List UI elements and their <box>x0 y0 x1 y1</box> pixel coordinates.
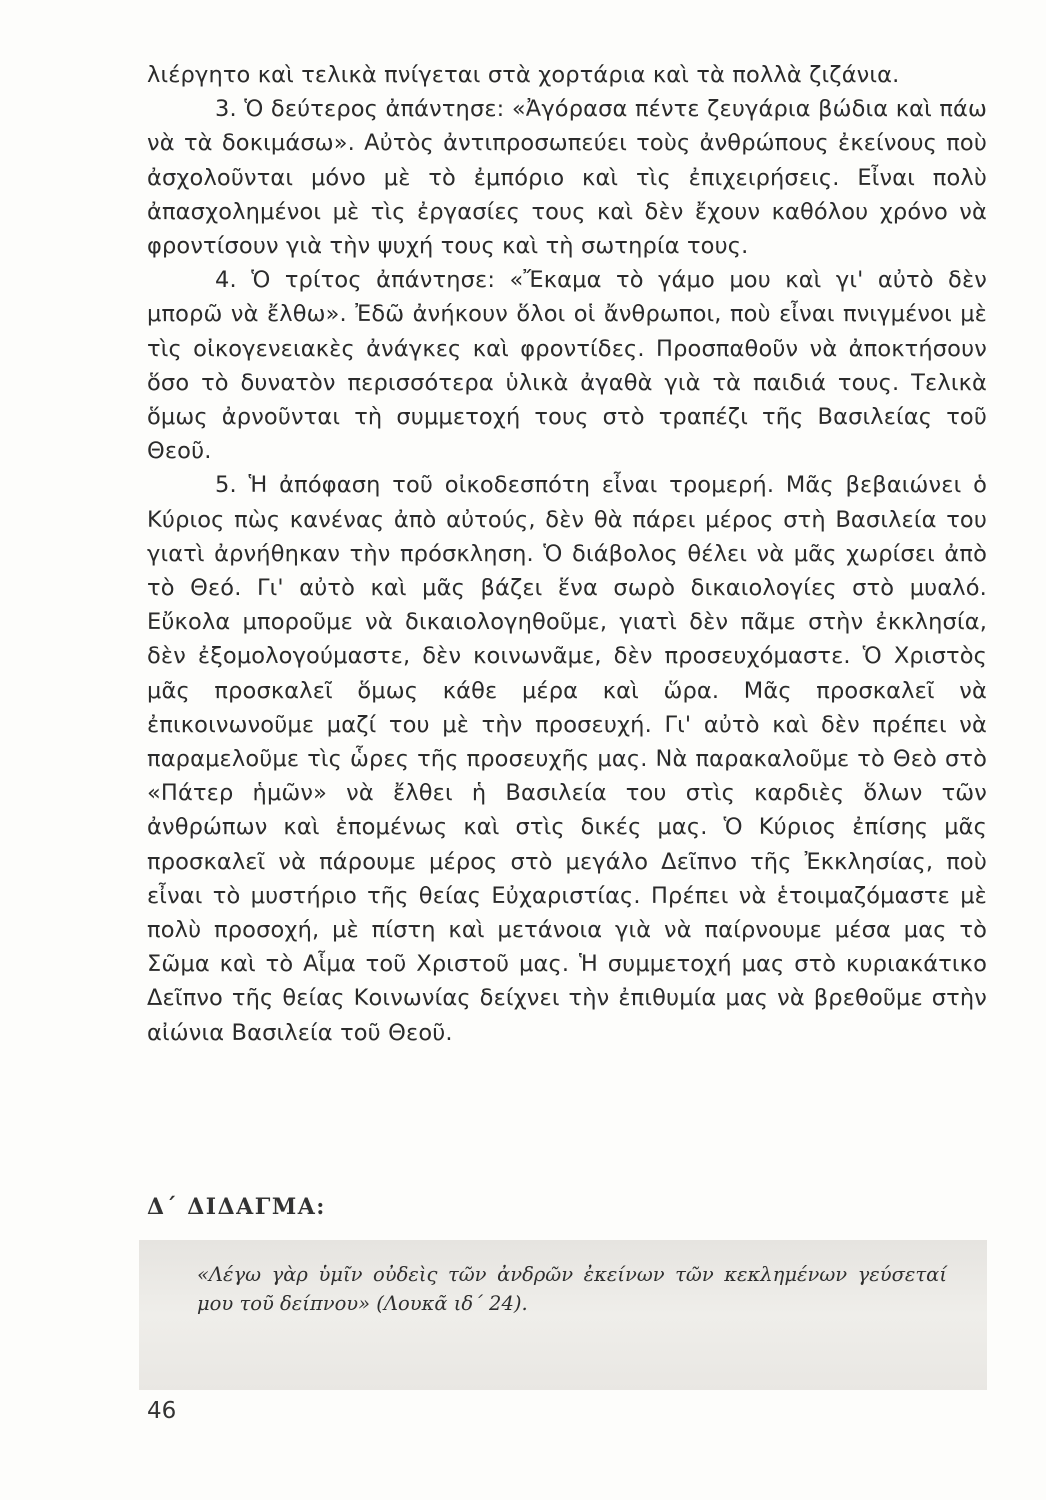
scripture-quote: «Λέγω γὰρ ὑμῖν οὐδεὶς τῶν ἀνδρῶν ἐκείνων τῶν κεκλημένων γεύσεταί μου τοῦ δείπνου» (Λουκᾶ ιδ΄ 24). <box>197 1263 947 1315</box>
book-page <box>147 58 987 1488</box>
section-heading: Δ΄ ΔΙΔΑΓΜΑ: <box>147 1194 326 1220</box>
paragraph-point-3: 3. Ὁ δεύτερος ἀπάντησε: «Ἀγόρασα πέντε ζευγάρια βώδια καὶ πάω νὰ τὰ δοκιμάσω». Αὐτὸς ἀντιπροσωπεύει τοὺς ἀνθρώπους ἐκείνους ποὺ ἀσχολοῦνται μόνο μὲ τὸ ἐμπόριο καὶ τὶς ἐπιχειρήσεις. Εἶναι πολὺ ἀπασχολημένοι μὲ τὶς ἐργασίες τους καὶ δὲν ἔχουν καθόλου χρόνο νὰ φροντίσουν γιὰ τὴν ψυχή τους καὶ τὴ σωτηρία τους. <box>147 96 987 260</box>
paragraph-point-4: 4. Ὁ τρίτος ἀπάντησε: «Ἔκαμα τὸ γάμο μου καὶ γι' αὐτὸ δὲν μπορῶ νὰ ἔλθω». Ἐδῶ ἀνήκουν ὅλοι οἱ ἄνθρωποι, ποὺ εἶναι πνιγμένοι μὲ τὶς οἰκογενειακὲς ἀνάγκες καὶ φροντίδες. Προσπαθοῦν νὰ ἀποκτήσουν ὅσο τὸ δυνατὸν περισσότερα ὑλικὰ ἀγαθὰ γιὰ τὰ παιδιά τους. Τελικὰ ὅμως ἀρνοῦνται τὴ συμμετοχή τους στὸ τραπέζι τῆς Βασιλείας τοῦ Θεοῦ. <box>147 267 987 465</box>
paragraph-point-5: 5. Ἡ ἀπόφαση τοῦ οἰκοδεσπότη εἶναι τρομερή. Μᾶς βεβαιώνει ὁ Κύριος πὼς κανένας ἀπὸ αὐτούς, δὲν θὰ πάρει μέρος στὴ Βασιλεία του γιατὶ ἀρνήθηκαν τὴν πρόσκληση. Ὁ διάβολος θέλει νὰ μᾶς χωρίσει ἀπὸ τὸ Θεό. Γι' αὐτὸ καὶ μᾶς βάζει ἕνα σωρὸ δικαιολογίες στὸ μυαλό. Εὔκολα μποροῦμε νὰ δικαιολογηθοῦμε, γιατὶ δὲν πᾶμε στὴν ἐκκλησία, δὲν ἐξομολογούμαστε, δὲν κοινωνᾶμε, δὲν προσευχόμαστε. Ὁ Χριστὸς μᾶς προσκαλεῖ ὅμως κάθε μέρα καὶ ὥρα. Μᾶς προσκαλεῖ νὰ ἐπικοινωνοῦμε μαζί του μὲ τὴν προσευχή. Γι' αὐτὸ καὶ δὲν πρέπει νὰ παραμελοῦμε τὶς ὧρες τῆς προσευχῆς μας. Νὰ παρακαλοῦμε τὸ Θεὸ στὸ «Πάτερ ἡμῶν» νὰ ἔλθει ἡ Βασιλεία του στὶς καρδιὲς ὅλων τῶν ἀνθρώπων καὶ ἑπομένως καὶ στὶς δικές μας. Ὁ Κύριος ἐπίσης μᾶς προσκαλεῖ νὰ πάρουμε μέρος στὸ μεγάλο Δεῖπνο τῆς Ἐκκλησίας, ποὺ εἶναι τὸ μυστήριο τῆς θείας Εὐχαριστίας. Πρέπει νὰ ἑτοιμαζόμαστε μὲ πολὺ προσοχή, μὲ πίστη καὶ μετάνοια γιὰ νὰ παίρνουμε μέσα μας τὸ Σῶμα καὶ τὸ Αἷμα τοῦ Χριστοῦ μας. Ἡ συμμετοχή μας στὸ κυριακάτικο Δεῖπνο τῆς θείας Κοινωνίας δείχνει τὴν ἐπιθυμία μας νὰ βρεθοῦμε στὴν αἰώνια Βασιλεία τοῦ Θεοῦ. <box>147 472 987 1046</box>
page-number: 46 <box>147 1398 177 1424</box>
paragraph-continuation: λιέργητο καὶ τελικὰ πνίγεται στὰ χορτάρια καὶ τὰ πολλὰ ζιζάνια. <box>147 62 900 88</box>
scripture-quote-box <box>139 1240 987 1390</box>
